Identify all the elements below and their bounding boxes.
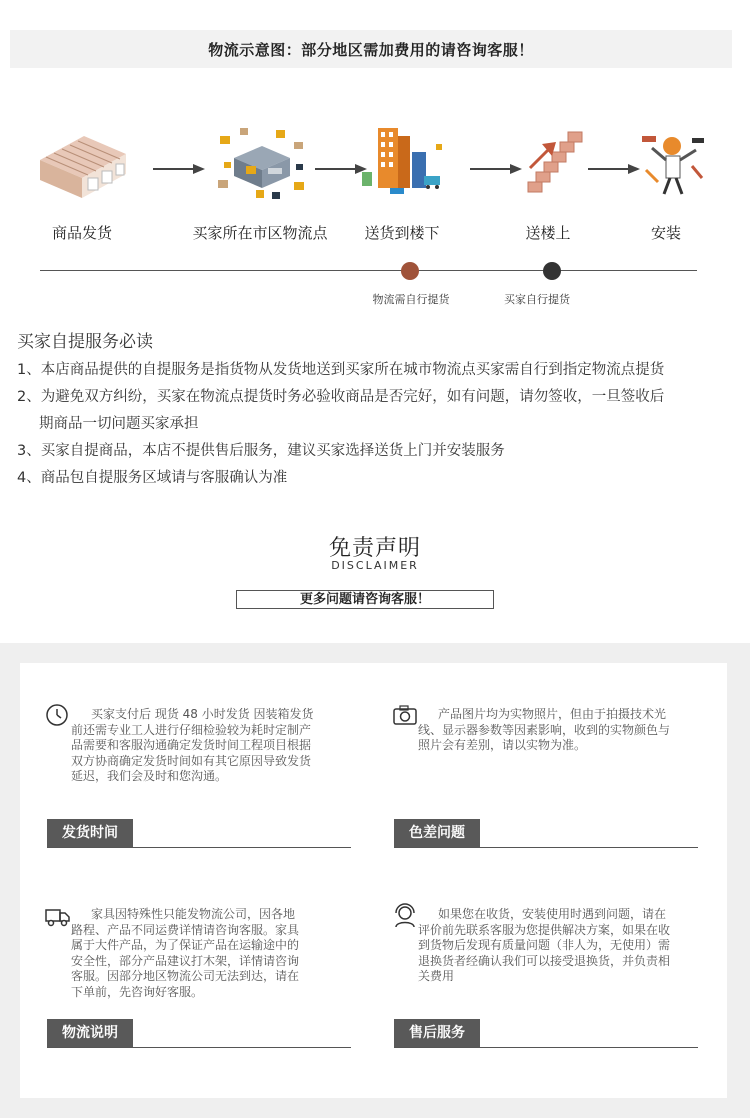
timeline-label: 买家自行提货 [504, 293, 570, 306]
customer-service-icon [392, 903, 418, 929]
card-divider [47, 847, 351, 848]
stairs-icon [498, 122, 598, 202]
list-item [17, 357, 737, 384]
card-text-line: 家具因特殊性只能发物流公司，因各地 [91, 907, 296, 921]
card-text-line: 客服。因部分地区物流公司无法到达，请在 [71, 969, 300, 983]
card-text-line: 安全性，部分产品建议打木架，详情请咨询 [71, 953, 300, 968]
timeline-dot [543, 262, 561, 280]
step-label: 安装 [650, 224, 681, 242]
item-text-continued: 期商品一切问题买家承担 [39, 416, 199, 432]
buildings-delivery-icon [352, 122, 452, 202]
notice-title: 买家自提服务必读 [17, 332, 153, 352]
step-label: 商品发货 [51, 224, 112, 242]
card-text-line: 买家支付后 现货 48 小时发货 因装箱发货 [91, 707, 314, 721]
card-text-line: 退换货者经确认我们可以接受退换货，并负责相 [418, 953, 671, 968]
card-text-line: 属于大件产品，为了保证产品在运输途中的 [71, 938, 300, 952]
item-text: 为避免双方纠纷，买家在物流点提货时务必验收商品是否完好，如有问题，请勿签收，一旦签收后 [40, 389, 665, 405]
step-label: 买家所在市区物流点 [192, 224, 328, 242]
card-text-line: 线、显示器参数等因素影响，收到的实物颜色与 [418, 722, 671, 737]
card-text [418, 707, 702, 754]
list-item [17, 438, 737, 465]
notice-list [17, 357, 737, 492]
card-text [71, 707, 355, 785]
card-divider [47, 1047, 351, 1048]
truck-icon [45, 903, 71, 929]
step-city-logistics [185, 122, 335, 243]
item-number: 3、 [17, 443, 41, 459]
card-color-difference [392, 703, 702, 848]
item-number: 1、 [17, 362, 41, 378]
card-text [71, 907, 355, 1000]
timeline-line [40, 270, 697, 271]
card-text-line: 双方协商确定发货时间如有其它原因导致发货 [71, 753, 312, 768]
card-text-line: 前还需专业工人进行仔细检验较为耗时定制产 [71, 722, 312, 737]
step-upstairs [498, 122, 598, 243]
logistics-center-icon [210, 122, 310, 202]
card-text-line: 评价前先联系客服为您提供解决方案，如果在收 [418, 922, 671, 937]
camera-icon [392, 703, 418, 729]
card-text-line: 如果您在收货，安装使用时遇到问题，请在 [438, 907, 667, 921]
card-shipping-time [45, 703, 355, 848]
item-text: 本店商品提供的自提服务是指货物从发货地送到买家所在城市物流点买家需自行到指定物流点提货 [40, 362, 665, 378]
card-text-line: 延迟，我们会及时和您沟通。 [71, 769, 228, 783]
warehouse-icon [32, 122, 132, 202]
timeline-dot [401, 262, 419, 280]
disclaimer-subtitle: DISCLAIMER [331, 559, 419, 572]
card-heading: 色差问题 [394, 819, 480, 847]
list-item [17, 465, 737, 492]
timeline-label: 物流需自行提货 [372, 293, 450, 306]
card-after-sales [392, 903, 702, 1048]
step-downstairs [352, 122, 452, 243]
clock-icon [45, 703, 71, 729]
item-text: 买家自提商品，本店不提供售后服务，建议买家选择送货上门并安装服务 [40, 443, 505, 459]
card-heading: 售后服务 [394, 1019, 480, 1047]
step-label: 送楼上 [525, 224, 571, 242]
item-number: 4、 [17, 470, 41, 486]
card-divider [394, 1047, 698, 1048]
card-divider [394, 847, 698, 848]
item-text: 商品包自提服务区域请与客服确认为准 [40, 470, 288, 486]
disclaimer-title: 免责声明 [328, 536, 421, 561]
step-install [616, 122, 716, 243]
card-text-line: 品需要和客服沟通确定发货时间工程项目根据 [71, 738, 312, 752]
card-text-line: 到货物后发现有质量问题（非人为，无使用）需 [418, 938, 671, 952]
logistics-banner [10, 30, 732, 68]
installer-icon [616, 122, 716, 202]
card-text [418, 907, 702, 985]
card-text-line: 关费用 [418, 969, 455, 983]
card-text-line: 产品图片均为实物照片，但由于拍摄技术光 [438, 707, 667, 721]
contact-service-button[interactable]: 更多问题请咨询客服！ [236, 590, 494, 609]
card-text-line: 路程、产品不同运费详情请咨询客服。家具 [71, 922, 300, 937]
card-heading: 发货时间 [47, 819, 133, 847]
list-item [17, 384, 737, 438]
item-number: 2、 [17, 389, 41, 405]
card-logistics [45, 903, 355, 1048]
step-label: 送货到楼下 [364, 224, 440, 242]
card-heading: 物流说明 [47, 1019, 133, 1047]
card-text-line: 下单前，先咨询好客服。 [71, 984, 204, 999]
step-ship [22, 122, 142, 243]
banner-text: 物流示意图：部分地区需加费用的请咨询客服！ [208, 40, 534, 59]
card-text-line: 照片会有差别，请以实物为准。 [418, 738, 587, 752]
